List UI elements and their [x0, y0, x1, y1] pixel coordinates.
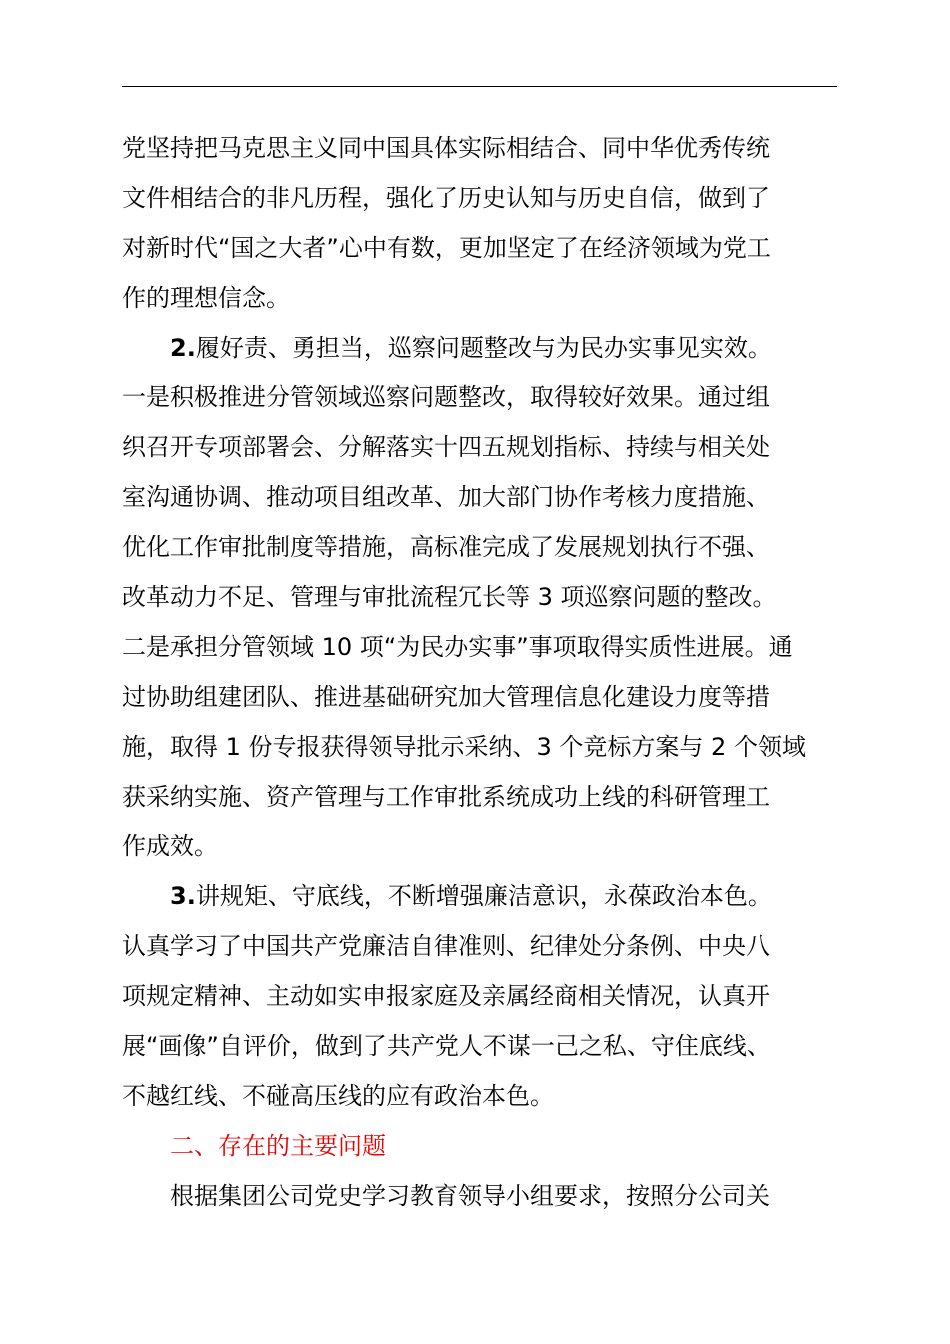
text-line: 作的理想信念。 — [122, 283, 290, 312]
text-line: 优化工作审批制度等措施，高标准完成了发展规划执行不强、 — [122, 533, 770, 562]
text-line: 文件相结合的非凡历程，强化了历史认知与历史自信，做到了 — [122, 183, 770, 212]
text-line: 项规定精神、主动如实申报家庭及亲属经商相关情况，认真开 — [122, 982, 770, 1011]
body-text — [122, 124, 838, 1222]
text-line: 不越红线、不碰高压线的应有政治本色。 — [122, 1081, 554, 1110]
text-line: 党坚持把马克思主义同中国具体实际相结合、同中华优秀传统 — [122, 134, 770, 162]
section-2-title — [122, 324, 838, 374]
text-line: 一是积极推进分管领域巡察问题整改，取得较好效果。通过组 — [122, 383, 770, 412]
text-line: 作成效。 — [122, 832, 218, 861]
text-line: 施，取得 1 份专报获得领导批示采纳、3 个竞标方案与 2 个领域 — [122, 732, 806, 761]
text-line: 室沟通协调、推动项目组改革、加大部门协作考核力度措施、 — [122, 483, 770, 512]
section-3-number: 3. — [170, 882, 196, 911]
section-2-number: 2. — [170, 333, 196, 362]
section-heading-problems: 二、存在的主要问题 — [170, 1131, 386, 1160]
text-line: 对新时代“国之大者”心中有数，更加坚定了在经济领域为党工 — [122, 233, 771, 262]
text-line: 根据集团公司党史学习教育领导小组要求，按照分公司关 — [170, 1181, 770, 1210]
header-rule — [122, 86, 837, 87]
text-line: 获采纳实施、资产管理与工作审批系统成功上线的科研管理工 — [122, 782, 770, 811]
text-line: 认真学习了中国共产党廉洁自律准则、纪律处分条例、中央八 — [122, 932, 770, 961]
text-line: 二是承担分管领域 10 项“为民办实事”事项取得实质性进展。通 — [122, 632, 793, 661]
text-line: 过协助组建团队、推进基础研究加大管理信息化建设力度等措 — [122, 682, 770, 711]
section-3-title-text: 讲规矩、守底线，不断增强廉洁意识，永葆政治本色。 — [195, 882, 772, 911]
text-line: 改革动力不足、管理与审批流程冗长等 3 项巡察问题的整改。 — [122, 583, 777, 612]
section-3-title — [122, 872, 838, 922]
text-line: 织召开专项部署会、分解落实十四五规划指标、持续与相关处 — [122, 433, 770, 462]
text-line: 展“画像”自评价，做到了共产党人不谋一己之私、守住底线、 — [122, 1032, 771, 1061]
section-2-title-text: 履好责、勇担当，巡察问题整改与为民办实事见实效。 — [195, 333, 772, 362]
